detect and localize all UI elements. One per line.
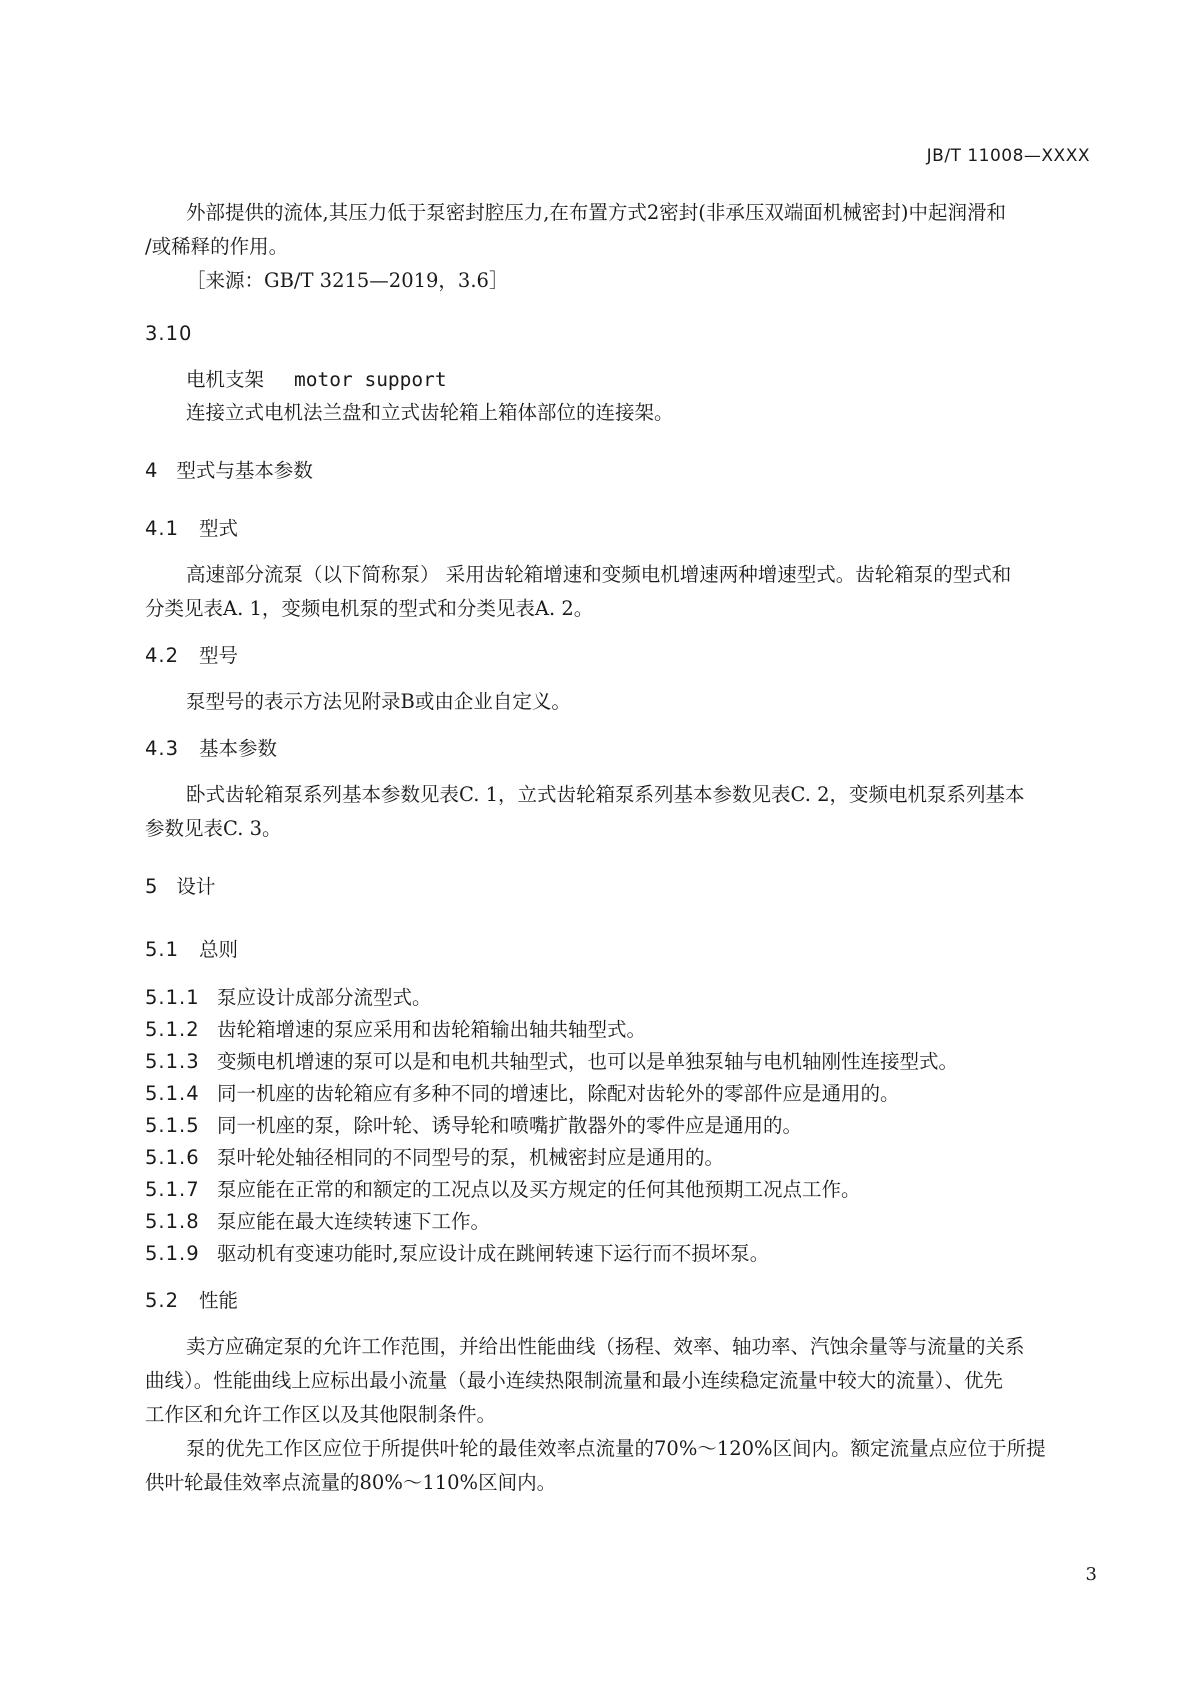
source-note: ［来源：GB/T 3215—2019，3.6］	[186, 269, 509, 292]
term-english: motor support	[294, 368, 447, 391]
paragraph-line: 高速部分流泵（以下简称泵） 采用齿轮箱增速和变频电机增速两种增速型式。齿轮箱泵的型式和	[186, 563, 1012, 586]
clause-item: 5.1.9 驱动机有变速功能时,泵应设计成在跳闸转速下运行而不损坏泵。	[145, 1242, 770, 1265]
clause-item: 5.1.6 泵叶轮处轴径相同的不同型号的泵，机械密封应是通用的。	[145, 1146, 725, 1169]
subsection-heading: 4.1 型式	[145, 517, 239, 540]
paragraph-line: 工作区和允许工作区以及其他限制条件。	[145, 1403, 497, 1426]
paragraph-line: 泵的优先工作区应位于所提供叶轮的最佳效率点流量的70%～120%区间内。额定流量点应位于所提	[186, 1437, 1046, 1460]
term-heading	[145, 363, 1131, 397]
paragraph-line: /或稀释的作用。	[145, 235, 289, 258]
clause-item: 5.1.2 齿轮箱增速的泵应采用和齿轮箱输出轴共轴型式。	[145, 1018, 647, 1041]
paragraph-line: 分类见表A. 1，变频电机泵的型式和分类见表A. 2。	[145, 597, 594, 620]
term-chinese: 电机支架	[186, 368, 265, 391]
subsection-heading: 4.2 型号	[145, 644, 239, 667]
section-heading: 5 设计	[145, 875, 216, 898]
subsection-heading: 5.1 总则	[145, 938, 239, 961]
paragraph-line: 卧式齿轮箱泵系列基本参数见表C. 1，立式齿轮箱泵系列基本参数见表C. 2，变频电机泵系列基本	[186, 783, 1025, 806]
paragraph-line: 泵型号的表示方法见附录B或由企业自定义。	[186, 690, 571, 713]
standard-code: JB/T 11008—XXXX	[926, 146, 1090, 166]
clause-item: 5.1.7 泵应能在正常的和额定的工况点以及买方规定的任何其他预期工况点工作。	[145, 1178, 861, 1201]
paragraph-line: 外部提供的流体,其压力低于泵密封腔压力,在布置方式2密封(非承压双端面机械密封)中起润滑和	[186, 201, 1007, 224]
clause-item: 5.1.1 泵应设计成部分流型式。	[145, 986, 432, 1009]
subsection-heading: 4.3 基本参数	[145, 737, 278, 760]
term-definition: 连接立式电机法兰盘和立式齿轮箱上箱体部位的连接架。	[186, 401, 674, 424]
paragraph-line: 供叶轮最佳效率点流量的80%～110%区间内。	[145, 1471, 557, 1494]
clause-item: 5.1.5 同一机座的泵，除叶轮、诱导轮和喷嘴扩散器外的零件应是通用的。	[145, 1114, 803, 1137]
page-number: 3	[1085, 1564, 1097, 1585]
paragraph-line: 卖方应确定泵的允许工作范围，并给出性能曲线（扬程、效率、轴功率、汽蚀余量等与流量的关系	[186, 1335, 1025, 1358]
term-number: 3.10	[145, 322, 193, 345]
paragraph-line: 参数见表C. 3。	[145, 817, 282, 840]
clause-item: 5.1.4 同一机座的齿轮箱应有多种不同的增速比，除配对齿轮外的零部件应是通用的。	[145, 1082, 900, 1105]
clause-item: 5.1.3 变频电机增速的泵可以是和电机共轴型式，也可以是单独泵轴与电机轴刚性连接型式。	[145, 1050, 959, 1073]
clause-item: 5.1.8 泵应能在最大连续转速下工作。	[145, 1210, 491, 1233]
paragraph-line: 曲线）。性能曲线上应标出最小流量（最小连续热限制流量和最小连续稳定流量中较大的流量）、优先	[145, 1369, 1004, 1392]
section-heading: 4 型式与基本参数	[145, 459, 313, 482]
subsection-heading: 5.2 性能	[145, 1289, 239, 1312]
